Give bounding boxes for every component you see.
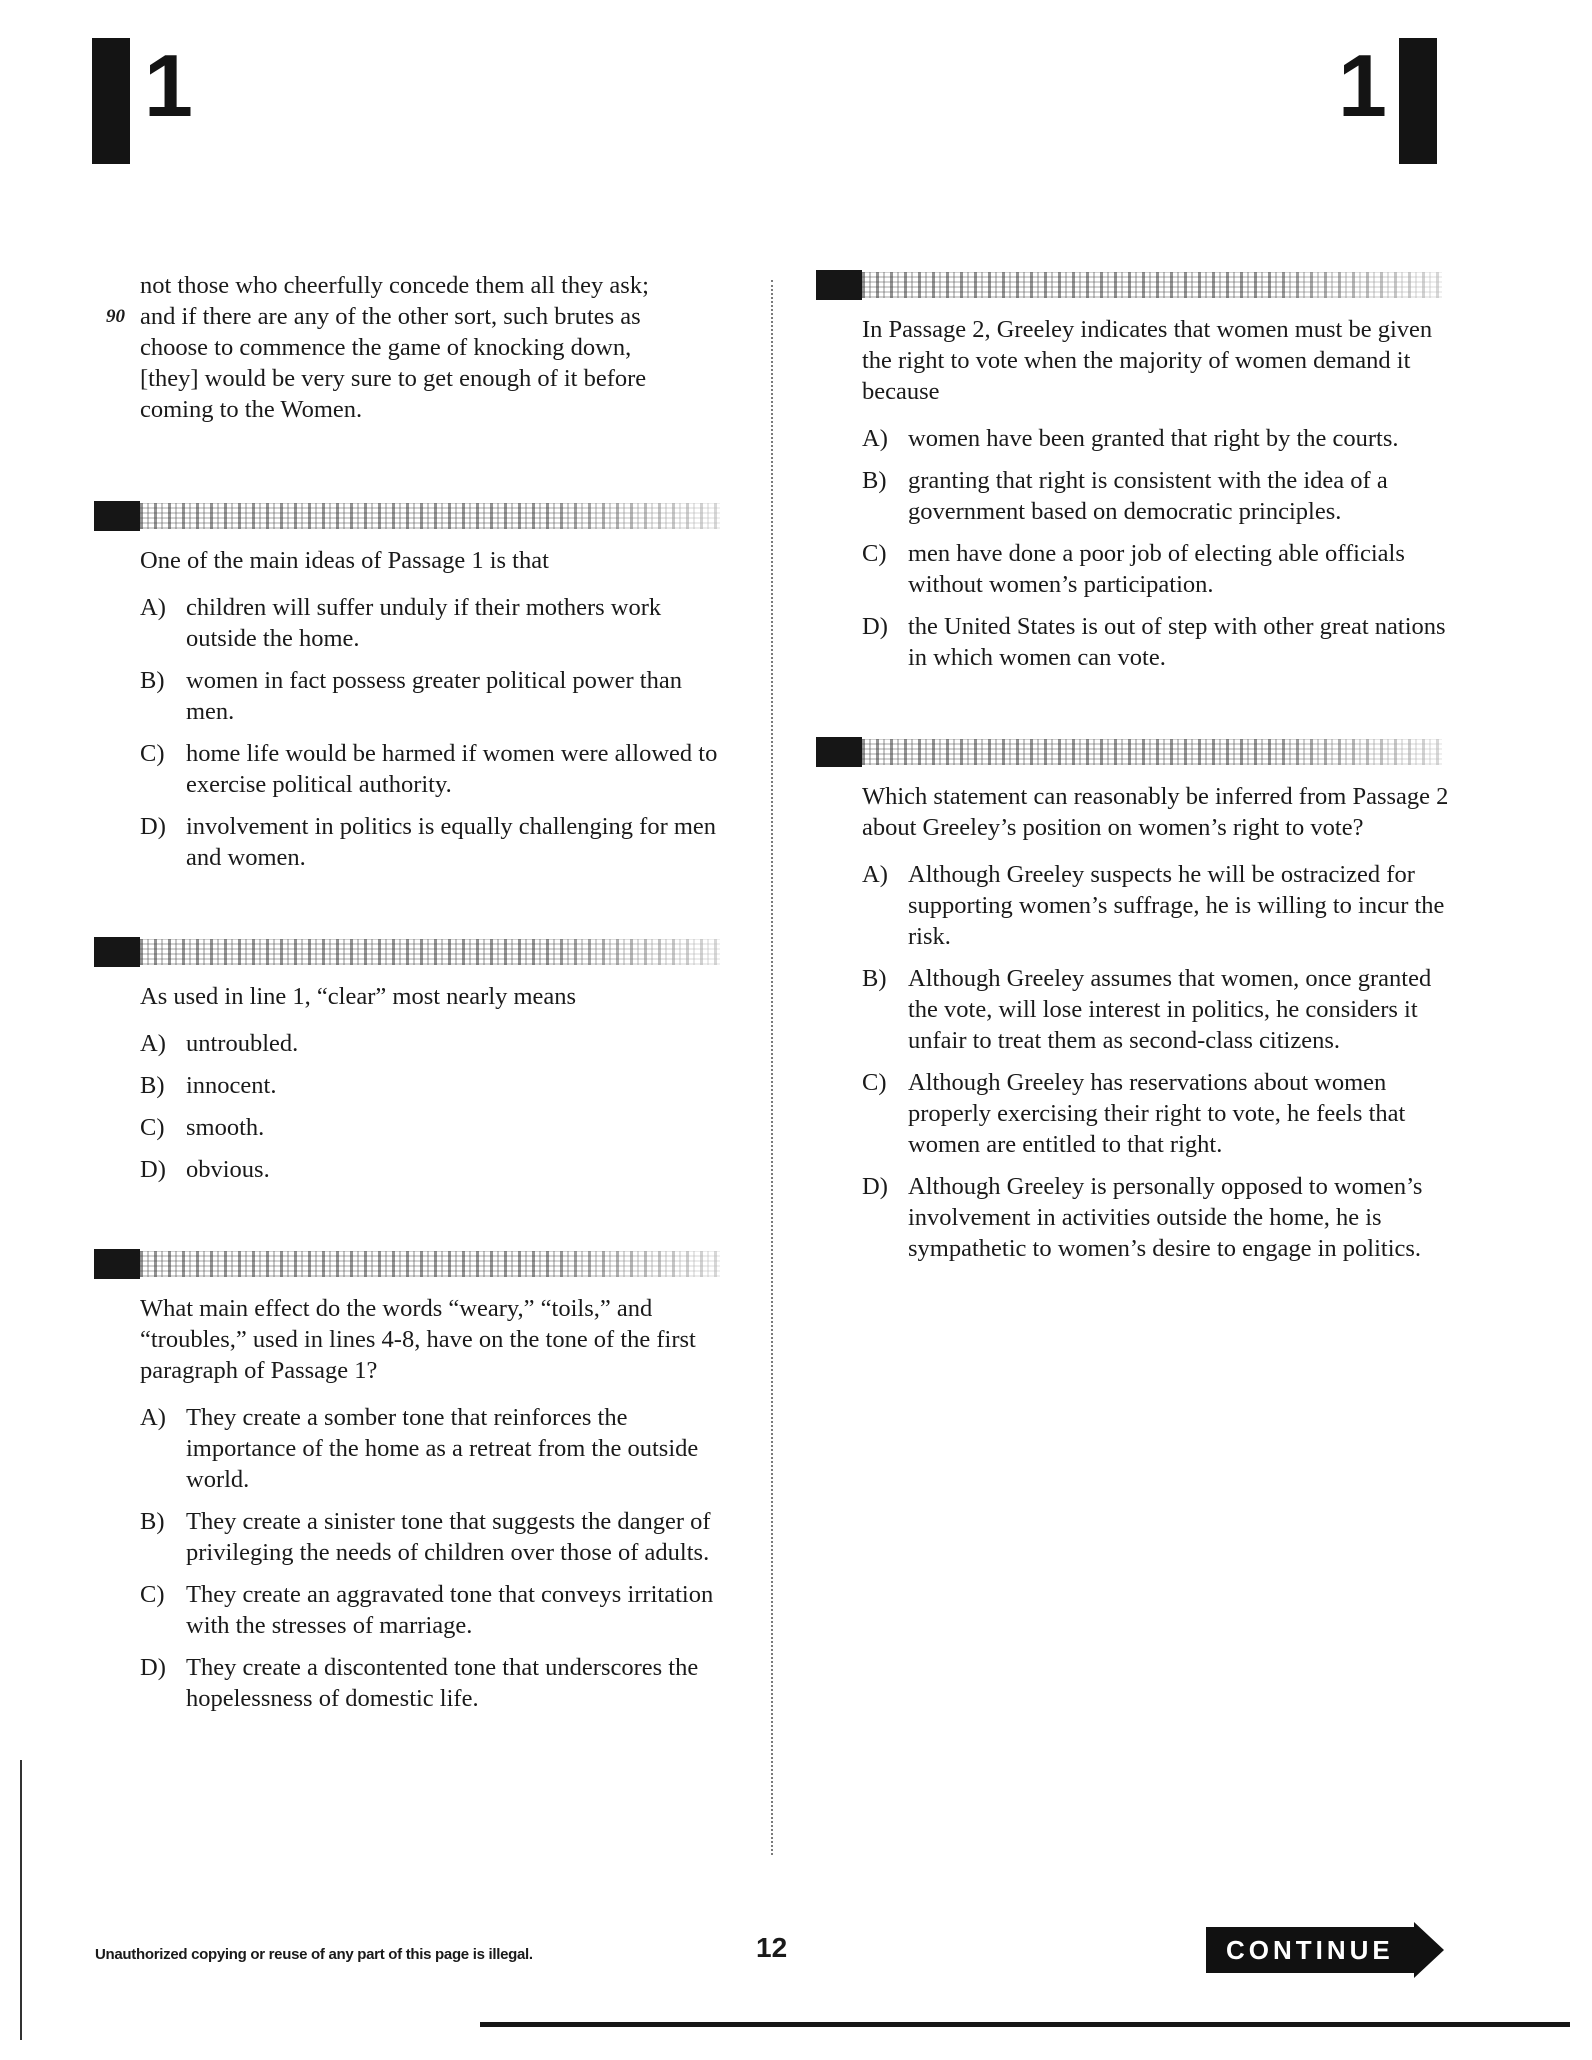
option-letter: B) [862, 965, 887, 992]
copyright-notice: Unauthorized copying or reuse of any part of this page is illegal. [95, 1946, 533, 1963]
answer-option[interactable] [862, 859, 1452, 952]
answer-option[interactable] [862, 465, 1452, 527]
question-stem: What main effect do the words “weary,” “toils,” and “troubles,” used in lines 4-8, have on the tone of the first paragraph of Passage 1? [140, 1295, 696, 1384]
answer-option[interactable] [862, 1171, 1452, 1264]
column-divider [771, 280, 773, 1855]
answer-option[interactable] [140, 1028, 730, 1059]
answer-option[interactable] [140, 1112, 730, 1143]
option-letter: B) [140, 1072, 165, 1099]
continue-label: CONTINUE [1206, 1927, 1414, 1973]
right-column [862, 270, 1452, 1328]
option-text: Although Greeley suspects he will be ostracized for supporting women’s suffrage, he is willing to incur the risk. [908, 861, 1445, 950]
redacted-banner [140, 939, 720, 965]
option-letter: A) [140, 594, 166, 621]
question-header [140, 937, 730, 967]
question-header [862, 270, 1452, 300]
question [140, 1249, 730, 1714]
redacted-banner [140, 503, 720, 529]
left-column [106, 270, 730, 1778]
option-text: children will suffer unduly if their mothers work outside the home. [186, 594, 662, 652]
option-text: They create a sinister tone that suggests the danger of privileging the needs of children over those of adults. [186, 1508, 711, 1566]
option-letter: A) [862, 861, 888, 888]
answer-option[interactable] [862, 1067, 1452, 1160]
section-marker-left [92, 38, 193, 164]
answer-option[interactable] [140, 738, 730, 800]
question-stem: In Passage 2, Greeley indicates that women must be given the right to vote when the majority of women demand it because [862, 316, 1433, 405]
option-text: the United States is out of step with other great nations in which women can vote. [908, 613, 1446, 671]
section-number: 1 [1338, 36, 1387, 135]
option-text: obvious. [186, 1156, 270, 1183]
option-text: They create a somber tone that reinforces the importance of the home as a retreat from the outside world. [186, 1404, 699, 1493]
question-header [140, 501, 730, 531]
answer-option[interactable] [140, 592, 730, 654]
answer-option[interactable] [140, 1154, 730, 1185]
option-letter: C) [140, 1114, 165, 1141]
question-number-box [94, 937, 140, 967]
question-header [862, 737, 1452, 767]
option-letter: C) [862, 540, 887, 567]
section-number: 1 [144, 36, 193, 135]
answer-option[interactable] [140, 1070, 730, 1101]
passage-line: [they] would be very sure to get enough of it before [140, 365, 647, 392]
question-number-box [94, 501, 140, 531]
passage-line: not those who cheerfully concede them all they ask; [140, 272, 649, 299]
option-letter: C) [140, 1581, 165, 1608]
line-number: 90 [106, 306, 125, 327]
redacted-banner [862, 272, 1442, 298]
answer-options [862, 859, 1452, 1264]
option-text: Although Greeley is personally opposed to women’s involvement in activities outside the home, he is sympathetic to women’s desire to engage in politics. [908, 1173, 1423, 1262]
answer-option[interactable] [140, 811, 730, 873]
answer-options [140, 592, 730, 873]
answer-option[interactable] [862, 423, 1452, 454]
option-letter: D) [140, 813, 166, 840]
question-stem: One of the main ideas of Passage 1 is that [140, 547, 549, 574]
option-text: home life would be harmed if women were allowed to exercise political authority. [186, 740, 718, 798]
passage-line: coming to the Women. [140, 396, 363, 423]
question [140, 937, 730, 1185]
option-text: Although Greeley assumes that women, once granted the vote, will lose interest in politics, he considers it unfair to treat them as second-class citizens. [908, 965, 1432, 1054]
option-text: involvement in politics is equally challenging for men and women. [186, 813, 717, 871]
arrow-right-icon [1414, 1922, 1444, 1978]
answer-option[interactable] [862, 611, 1452, 673]
section-bar [1399, 38, 1437, 164]
option-letter: D) [140, 1654, 166, 1681]
page-number: 12 [756, 1932, 788, 1963]
option-text: Although Greeley has reservations about women properly exercising their right to vote, he feels that women are entitled to that right. [908, 1069, 1406, 1158]
answer-option[interactable] [140, 1402, 730, 1495]
redacted-banner [140, 1251, 720, 1277]
redacted-banner [862, 739, 1442, 765]
option-text: granting that right is consistent with the idea of a government based on democratic principles. [908, 467, 1388, 525]
option-letter: D) [862, 1173, 888, 1200]
section-marker-right [1338, 38, 1437, 164]
answer-option[interactable] [140, 665, 730, 727]
section-bar [92, 38, 130, 164]
question-stem: Which statement can reasonably be inferred from Passage 2 about Greeley’s position on women’s right to vote? [862, 783, 1449, 841]
scan-edge-line [20, 1760, 22, 2040]
question-header [140, 1249, 730, 1279]
question-number-box [94, 1249, 140, 1279]
bottom-rule [480, 2022, 1570, 2027]
option-text: women have been granted that right by the courts. [908, 425, 1399, 452]
option-text: They create an aggravated tone that conveys irritation with the stresses of marriage. [186, 1581, 714, 1639]
question-stem: As used in line 1, “clear” most nearly means [140, 983, 577, 1010]
answer-option[interactable] [862, 963, 1452, 1056]
answer-option[interactable] [862, 538, 1452, 600]
continue-button[interactable] [1206, 1922, 1444, 1978]
question-number-box [816, 270, 862, 300]
option-letter: C) [862, 1069, 887, 1096]
option-text: They create a discontented tone that underscores the hopelessness of domestic life. [186, 1654, 699, 1712]
option-letter: B) [140, 667, 165, 694]
option-text: untroubled. [186, 1030, 299, 1057]
option-text: smooth. [186, 1114, 265, 1141]
answer-option[interactable] [140, 1506, 730, 1568]
question [140, 501, 730, 873]
question-number-box [816, 737, 862, 767]
option-letter: C) [140, 740, 165, 767]
question [862, 270, 1452, 673]
answer-options [140, 1028, 730, 1185]
option-text: women in fact possess greater political power than men. [186, 667, 682, 725]
option-text: men have done a poor job of electing able officials without women’s participation. [908, 540, 1405, 598]
option-letter: B) [140, 1508, 165, 1535]
question [862, 737, 1452, 1264]
answer-option[interactable] [140, 1579, 730, 1641]
answer-option[interactable] [140, 1652, 730, 1714]
passage-line: and if there are any of the other sort, such brutes as [140, 303, 641, 330]
option-letter: A) [862, 425, 888, 452]
option-letter: B) [862, 467, 887, 494]
answer-options [862, 423, 1452, 673]
option-letter: D) [140, 1156, 166, 1183]
passage-continuation [106, 270, 730, 425]
option-letter: A) [140, 1030, 166, 1057]
answer-options [140, 1402, 730, 1714]
passage-line: choose to commence the game of knocking down, [140, 334, 632, 361]
option-text: innocent. [186, 1072, 277, 1099]
option-letter: A) [140, 1404, 166, 1431]
option-letter: D) [862, 613, 888, 640]
